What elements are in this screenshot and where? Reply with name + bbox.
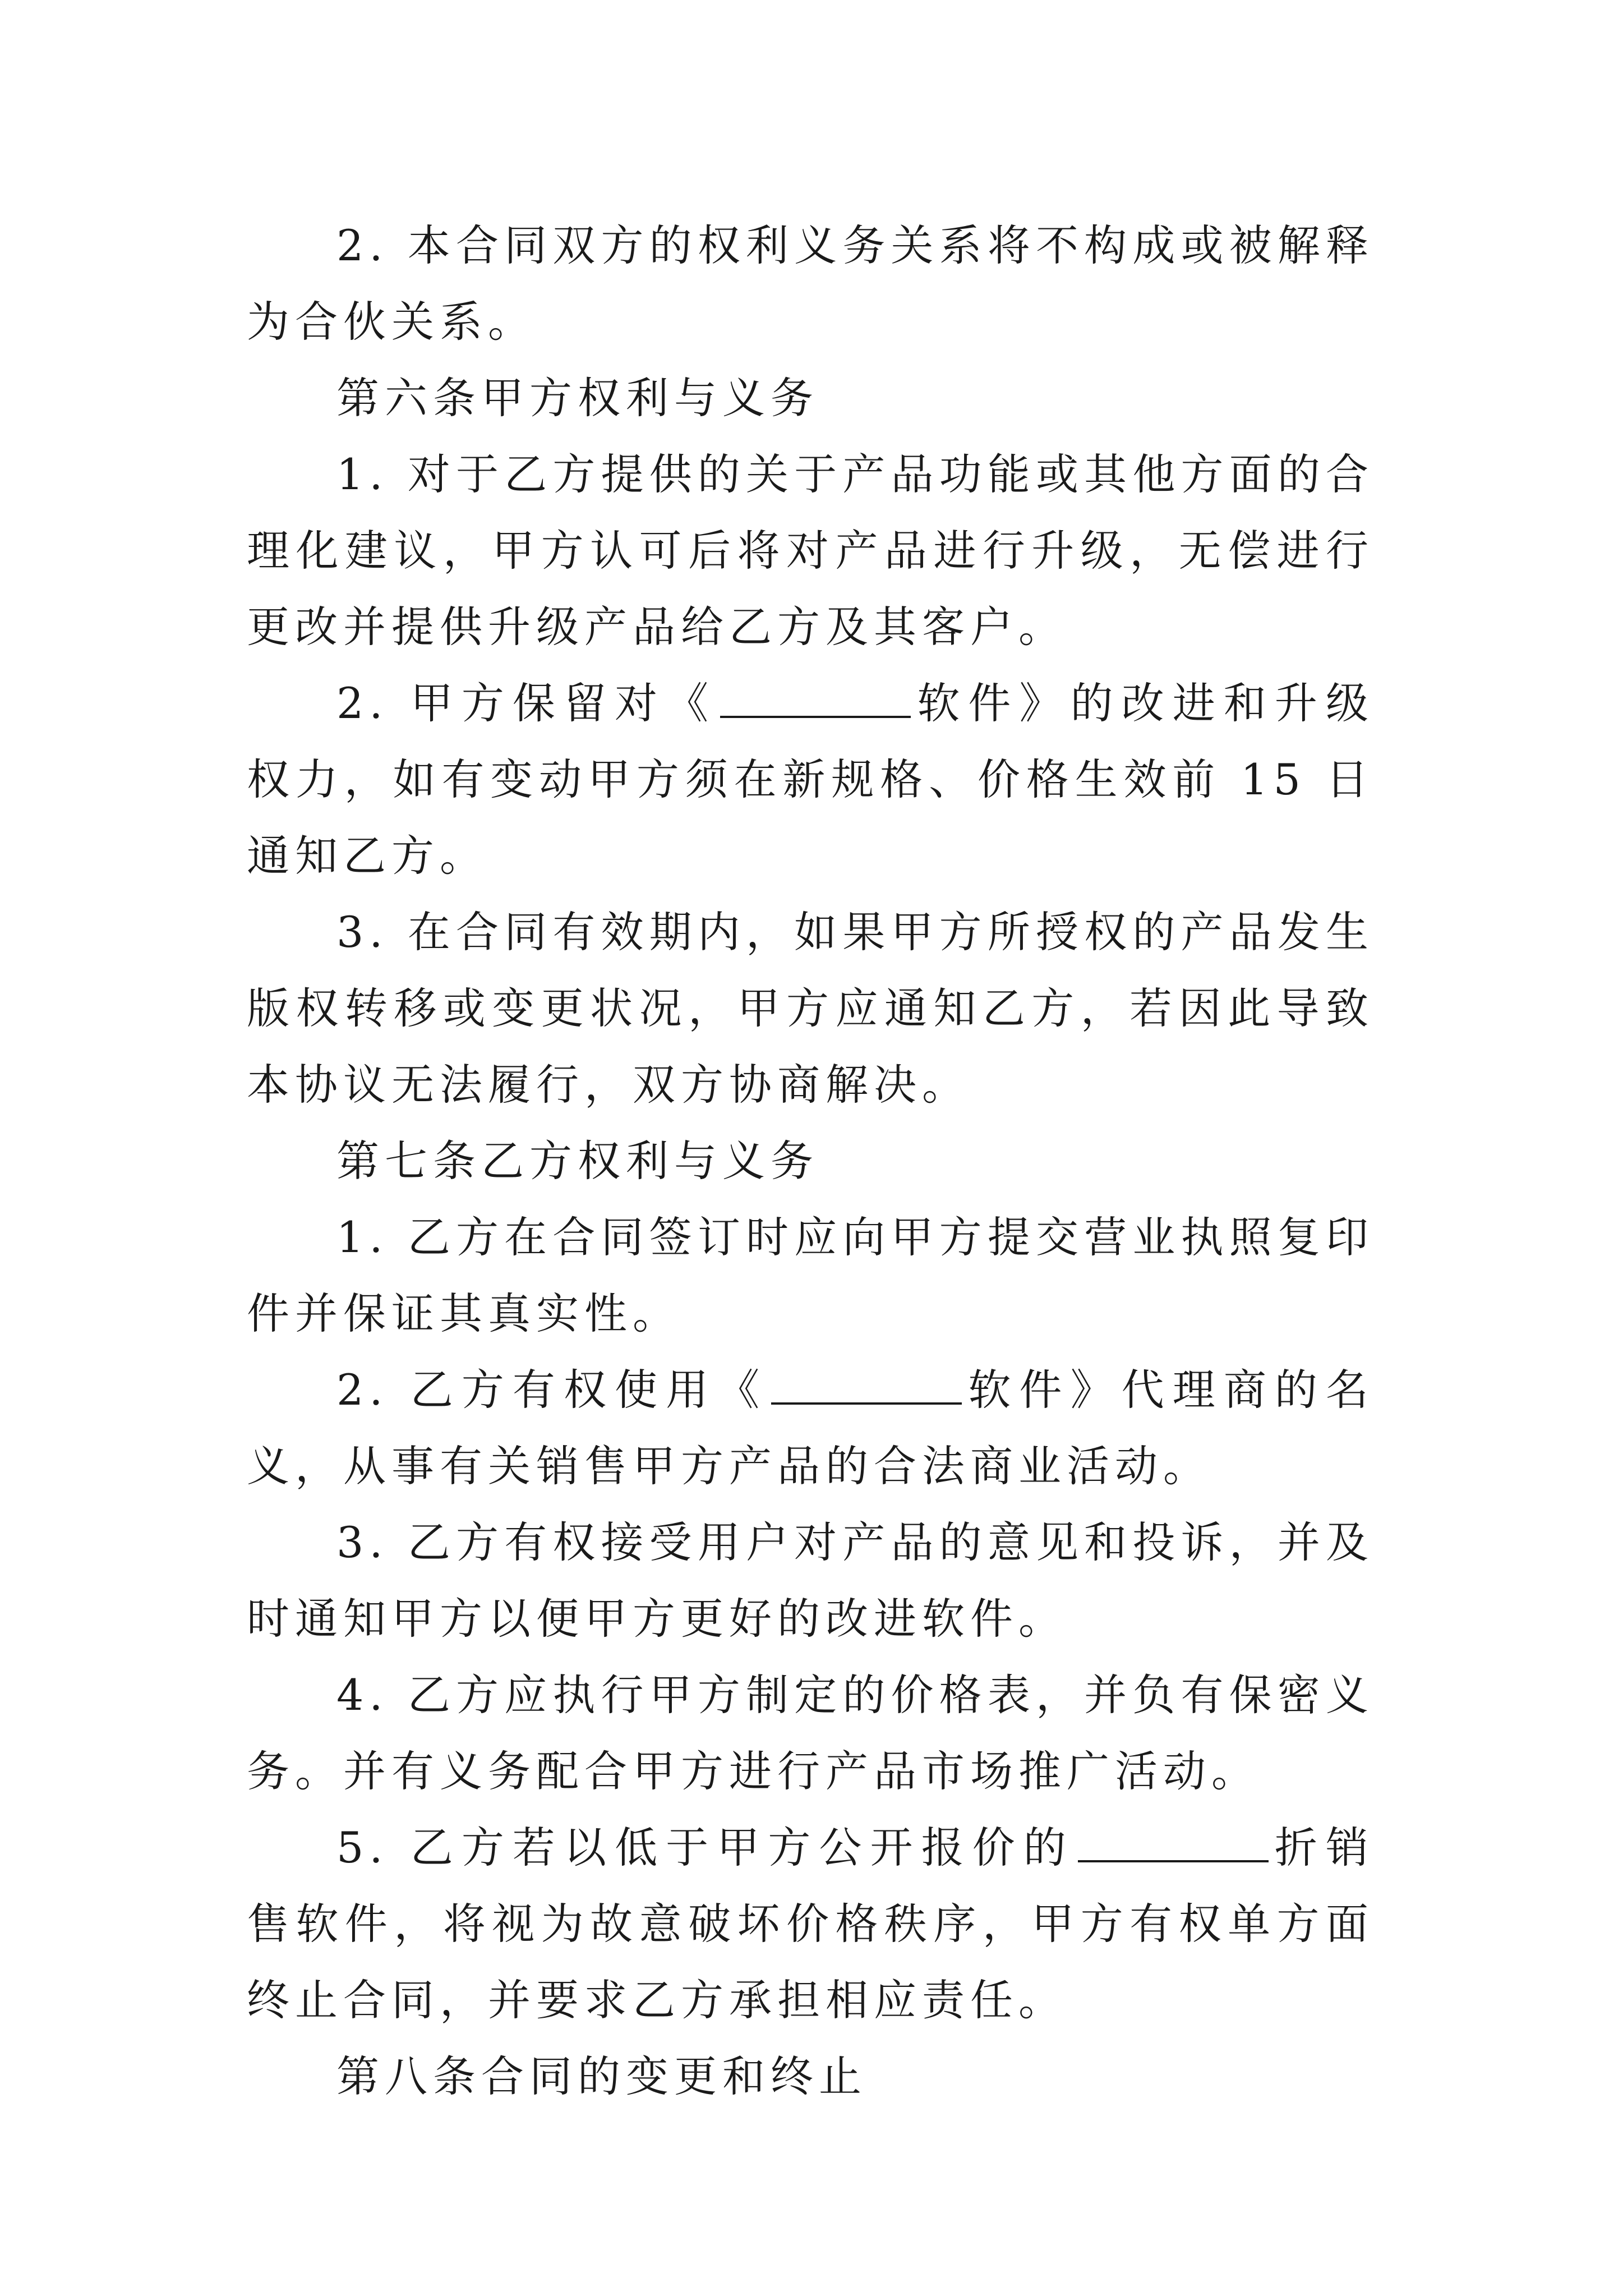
article-7-item-2 [247,1352,1374,1504]
article-6-item-2-text-before: 2. 甲方保留对《 [336,678,717,728]
article-7-item-5-text-before: 5. 乙方若以低于甲方公开报价的 [336,1823,1075,1872]
article-7-item-1: 1. 乙方在合同签订时应向甲方提交营业执照复印件并保证其真实性。 [247,1212,1374,1338]
article-7-item-2-text-before: 2. 乙方有权使用《 [336,1365,768,1415]
article-7-item-4: 4. 乙方应执行甲方制定的价格表，并负有保密义务。并有义务配合甲方进行产品市场推广活动。 [247,1670,1374,1796]
article-7-item-2-text-after: 软件》代理商的名义，从事有关销售甲方产品的合法商业活动。 [247,1365,1375,1491]
article-8-heading: 第八条合同的变更和终止 [336,2051,867,2101]
document-body [247,208,1374,2115]
article-6-item-2 [247,665,1374,894]
discount-blank [1078,1818,1269,1862]
article-6-item-3: 3. 在合同有效期内，如果甲方所授权的产品发生版权转移或变更状况，甲方应通知乙方，若因此导致本协议无法履行，双方协商解决。 [247,907,1374,1110]
article-7-heading: 第七条乙方权利与义务 [336,1136,819,1186]
article-6-item-1: 1. 对于乙方提供的关于产品功能或其他方面的合理化建议，甲方认可后将对产品进行升级，无偿进行更改并提供升级产品给乙方及其客户。 [247,449,1374,652]
article-7-item-5-text-after: 折销售软件，将视为故意破坏价格秩序，甲方有权单方面终止合同，并要求乙方承担相应责任。 [247,1823,1375,2025]
article-6-item-2-text-after: 软件》的改进和升级权力，如有变动甲方须在新规格、价格生效前 15 日通知乙方。 [247,678,1375,881]
software-name-blank [771,1360,962,1405]
software-name-blank [720,673,911,718]
article-7-item-3: 3. 乙方有权接受用户对产品的意见和投诉，并及时通知甲方以便甲方更好的改进软件。 [247,1517,1374,1644]
clause-5-item-2: 2. 本合同双方的权利义务关系将不构成或被解释为合伙关系。 [247,220,1374,347]
article-6-heading: 第六条甲方权利与义务 [336,373,819,423]
article-7-item-5 [247,1810,1374,2039]
